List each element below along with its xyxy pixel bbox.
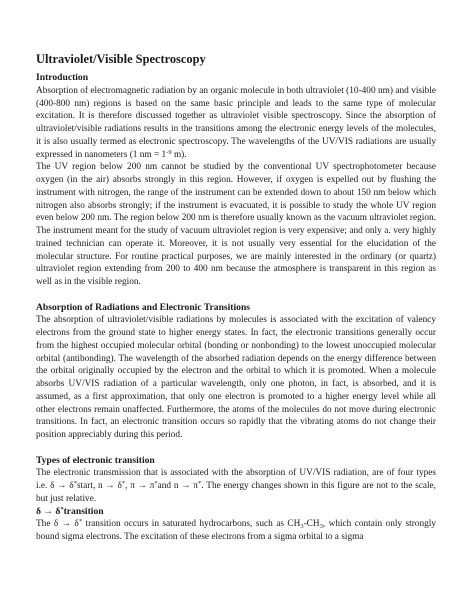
sigma-text-b: transition occurs in saturated hydrocarbons, such as CH <box>82 519 301 530</box>
absorption-paragraph: The absorption of ultraviolet/visible radiations by molecules is associated with the excitation of valency electrons from the ground state to higher energy states. In fact, the electronic transitions generally occur from the highest occupied molecular orbital (bonding or nonbonding) to the lowest unoccupied molecular orbital (antibonding). The wavelength of the absorbed radiation depends on the energy difference between the orbital originally occupied by the electron and the orbital to which it is promoted. When a molecule absorbs UV/VIS radiation of a particular wavelength, only one photon, in fact, is absorbed, and it is assumed, as a first approximation, that only one electron is promoted to a higher energy level while all other electrons remain unaffected. Furthermore, the atoms of the molecules do not move during electronic transitions. In fact, an electronic transition occurs so rapidly that the vibrating atoms do not change their position appreciably during this period. <box>36 315 436 441</box>
types-star-1: * <box>73 480 77 488</box>
types-text-d: and n → π <box>157 481 198 492</box>
sigma-text-a: The δ → δ <box>36 519 79 530</box>
types-paragraph <box>36 467 436 505</box>
types-heading: Types of electronic transition <box>36 454 155 466</box>
introduction-paragraph-1 <box>36 85 436 162</box>
page-title: Ultraviolet/Visible Spectroscopy <box>36 52 206 66</box>
types-star-2: * <box>121 480 126 488</box>
sigma-heading-star: * <box>60 505 64 513</box>
introduction-heading: Introduction <box>36 72 89 83</box>
paragraph-gap <box>36 442 436 455</box>
intro-text-b: m). <box>171 149 187 160</box>
types-text-c: , π → π <box>125 481 155 492</box>
types-text-b: start, n → δ <box>76 481 122 492</box>
sigma-heading-text-b: transition <box>63 505 104 517</box>
intro-text-a: Absorption of electromagnetic radiation by an organic molecule in both ultraviolet (10-400 nm) and visible (400-800 nm) regions is based on the same basic principle and leads to the same type of molecular excitation. It is therefore discussed together as ultraviolet visible spectroscopy. Since the absorption of ultraviolet/visible radiations results in the transitions among the electronic energy levels of the molecules, it is also usually termed as electronic spectroscopy. The wavelengths of the UV/VIS radiations are usually expressed in nanometers (1 nm = 1 <box>36 85 436 160</box>
paragraph-gap <box>36 289 436 302</box>
sigma-text-c: -CH <box>303 519 320 530</box>
sigma-subscript-1: 3 <box>300 523 304 531</box>
sigma-heading-text-a: δ → δ <box>36 505 61 517</box>
introduction-paragraph-2: The UV region below 200 nm cannot be studied by the conventional UV spectrophotometer because oxygen (in the air) absorbs strongly in this region. However, if oxygen is expelled out by flushing the instrument with nitrogen, the range of the instrument can be extended down to about 150 nm below which nitrogen also absorbs strongly; if the instrument is evacuated, it is possible to study the whole UV region even below 200 nm. The region below 200 nm is therefore usually known as the vacuum ultraviolet region. The instrument meant for the study of vacuum ultraviolet region is very expensive; and only a. very highly trained technician can operate it. Moreover, it is not usually very essential for the elucidation of the molecular structure. For routine practical purposes, we are mainly interested in the ordinary (or quartz) ultraviolet region extending from 200 to 400 nm because the atmosphere is transparent in this region as well as in the visible region. <box>36 162 436 288</box>
sigma-text-d: , which contain only strongly bound sigma electrons. The excitation of these electrons from a sigma orbital to a sigma <box>36 519 436 543</box>
absorption-heading: Absorption of Radiations and Electronic Transitions <box>36 301 251 313</box>
sigma-subscript-2: 3 <box>319 523 323 531</box>
sigma-transition-paragraph <box>36 518 436 544</box>
intro-exponent: -9 <box>166 148 172 156</box>
sigma-star: * <box>78 518 83 526</box>
types-star-4: * <box>197 480 202 488</box>
sigma-transition-heading <box>36 506 436 519</box>
types-text-e: . The energy changes shown in this figure are not to the scale, but just relative. <box>36 481 436 504</box>
types-star-3: * <box>154 480 158 488</box>
types-text-a: The electronic transmission that is associated with the absorption of UV/VIS radiation, are of four types i.e. δ → δ <box>36 468 436 492</box>
